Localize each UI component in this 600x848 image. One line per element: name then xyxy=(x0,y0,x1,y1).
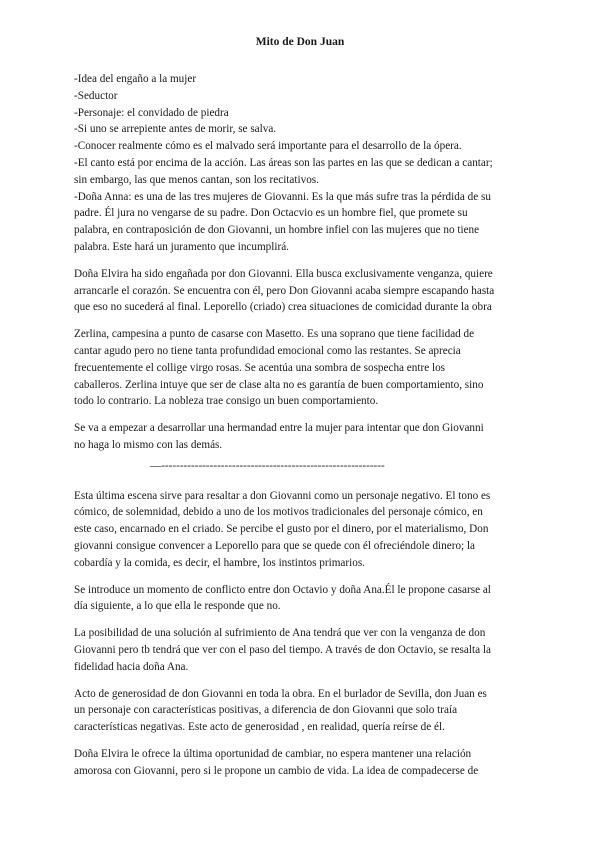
paragraph-generosidad xyxy=(74,686,544,736)
paragraph-line: no haga lo mismo con las demás. xyxy=(74,438,223,451)
paragraph-zerlina xyxy=(74,326,544,410)
page-title: Mito de Don Juan xyxy=(255,36,345,48)
paragraph-line: cantar agudo pero no tiene tanta profundidad emocional como las restantes. Se aprecia xyxy=(74,344,461,357)
paragraph-line: giovanni consigue convencer a Leporello para que se quede con él ofreciéndole dinero; la xyxy=(74,539,476,552)
list-item: palabra. Este hará un juramento que incumplirá. xyxy=(74,240,289,253)
list-item: padre. Él jura no vengarse de su padre. Don Octacvio es un hombre fiel, que promete su xyxy=(74,207,468,220)
section-separator: —------------------------------------------------------------ xyxy=(150,459,385,472)
intro-list xyxy=(74,71,544,256)
paragraph-line: este caso, encarnado en el criado. Se percibe el gusto por el dinero, por el materialismo, Don xyxy=(74,523,489,536)
paragraph-line: todo lo contrario. La nobleza trae consigo un buen comportamiento. xyxy=(74,395,379,408)
paragraph-line: Acto de generosidad de don Giovanni en toda la obra. En el burlador de Sevilla, don Juan es xyxy=(74,687,487,700)
list-item: sin embargo, las que menos cantan, son los recitativos. xyxy=(74,173,319,186)
list-item: -Conocer realmente cómo es el malvado será importante para el desarrollo de la ópera. xyxy=(74,140,462,153)
paragraph-conflicto xyxy=(74,582,544,616)
list-item: palabra, en contraposición de don Giovanni, un hombre infiel con las mujeres que no tiene xyxy=(74,224,480,237)
list-item: -El canto está por encima de la acción. Las áreas son las partes en las que se dedican a cantar; xyxy=(74,156,493,169)
paragraph-line: que eso no sucederá al final. Leporello (criado) crea situaciones de comicidad durante la obra xyxy=(74,301,492,314)
paragraph-line: un personaje con características positivas, a diferencia de don Giovanni que solo traía xyxy=(74,704,458,717)
paragraph-line: Doña Elvira ha sido engañada por don Giovanni. Ella busca exclusivamente venganza, quiere xyxy=(74,267,493,280)
paragraph-escena xyxy=(74,488,544,572)
paragraph-ultima xyxy=(74,746,544,780)
paragraph-line: amorosa con Giovanni, pero si le propone un cambio de vida. La idea de compadecerse de xyxy=(74,764,479,777)
paragraph-line: Giovanni pero tb tendrá que ver con el paso del tiempo. A través de don Octavio, se resalta la xyxy=(74,643,491,656)
paragraph-line: día siguiente, a lo que ella le responde que no. xyxy=(74,600,281,613)
list-item: -Personaje: el convidado de piedra xyxy=(74,106,229,119)
list-item: -Doña Anna: es una de las tres mujeres de Giovanni. Es la que más sufre tras la pérdida de su xyxy=(74,190,491,203)
paragraph-line: Se introduce un momento de conflicto entre don Octavio y doña Ana.Él le propone casarse al xyxy=(74,583,491,596)
paragraph-line: Doña Elvira le ofrece la última oportunidad de cambiar, no espera mantener una relación xyxy=(74,747,472,760)
paragraph-line: Se va a empezar a desarrollar una hermandad entre la mujer para intentar que don Giovanni xyxy=(74,422,484,435)
paragraph-line: cómico, de solemnidad, debido a uno de los motivos tradicionales del personaje cómico, en xyxy=(74,506,483,519)
paragraph-line: arrancarle el corazón. Se encuentra con él, pero Don Giovanni acaba siempre escapando hasta xyxy=(74,284,495,297)
list-item: -Idea del engaño a la mujer xyxy=(74,73,197,85)
paragraph-hermandad xyxy=(74,420,544,454)
paragraph-line: Esta última escena sirve para resaltar a don Giovanni como un personaje negativo. El tono es xyxy=(74,489,491,502)
paragraph-solucion xyxy=(74,625,544,675)
paragraph-line: caballeros. Zerlina intuye que ser de clase alta no es garantía de buen comportamiento, sino xyxy=(74,378,484,391)
paragraph-line: Zerlina, campesina a punto de casarse con Masetto. Es una soprano que tiene facilidad de xyxy=(74,328,475,341)
list-item: -Seductor xyxy=(74,89,118,102)
paragraph-line: características negativas. Este acto de generosidad , en realidad, quería reírse de él. xyxy=(74,721,445,734)
list-item: -Si uno se arrepiente antes de morir, se salva. xyxy=(74,123,277,136)
document-body xyxy=(74,71,544,789)
paragraph-elvira xyxy=(74,266,544,316)
paragraph-line: fidelidad hacia doña Ana. xyxy=(74,660,189,673)
paragraph-line: cobardía y la comida, es decir, el hambre, los instintos primarios. xyxy=(74,556,365,569)
paragraph-line: frecuentemente el collige virgo rosas. Se acentúa una sombra de sospecha entre los xyxy=(74,361,446,374)
paragraph-line: La posibilidad de una solución al sufrimiento de Ana tendrá que ver con la venganza de don xyxy=(74,627,486,640)
